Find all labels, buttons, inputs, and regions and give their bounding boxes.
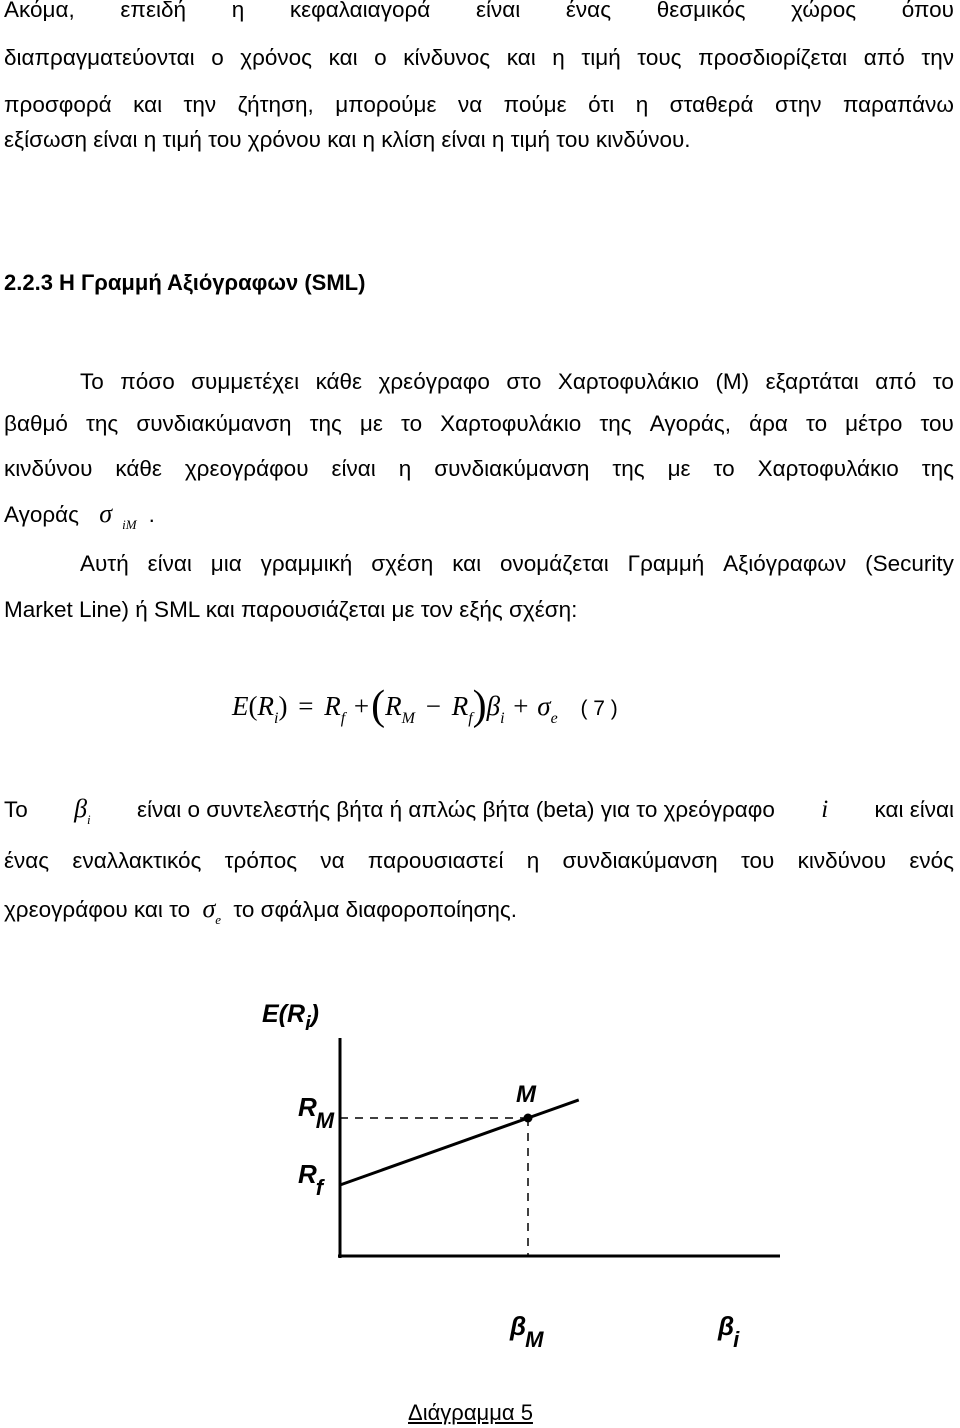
word: όπου [901, 0, 954, 22]
para1-line3 [4, 91, 954, 119]
word: της [612, 456, 645, 481]
word: ενός [909, 848, 954, 873]
word: Ακόμα, [4, 0, 75, 22]
word: με [359, 411, 383, 436]
y-tick-M: RM [298, 1092, 335, 1133]
word: χώρος [791, 0, 857, 22]
word: κάθε [315, 369, 363, 394]
word: μέτρο [845, 411, 903, 436]
word: γραμμική [260, 551, 353, 576]
eq-equals: = [298, 691, 314, 721]
word: (Security [865, 551, 954, 576]
word: Αυτή [80, 551, 129, 576]
beta-symbol: β [74, 794, 88, 823]
sigma-symbol: σ [99, 499, 113, 528]
word: συνδιακύμανση [136, 411, 292, 436]
eq-plus: + [353, 691, 370, 721]
word: χρεογράφου [184, 456, 309, 481]
eq-plus: + [513, 691, 529, 721]
word: ένας [565, 0, 612, 22]
word: Γραμμή [627, 551, 705, 576]
word: τους [637, 45, 682, 70]
eq-sub-M: M [401, 710, 415, 727]
equation-number: ( 7 ) [580, 697, 618, 720]
word: τιμή [581, 45, 621, 70]
word: η [635, 92, 649, 117]
word: (Μ) [715, 369, 750, 394]
para4-line3 [4, 895, 954, 927]
word: παρουσιαστεί [367, 848, 504, 873]
para4-line2 [4, 847, 954, 875]
point-label-M: M [516, 1081, 536, 1108]
word: Χαρτοφυλάκιο [440, 411, 582, 436]
word: με [667, 456, 691, 481]
word: και [133, 92, 163, 117]
word: είναι [475, 0, 521, 22]
y-tick-f: Rf [298, 1159, 324, 1200]
word: χρεόγραφο [378, 369, 490, 394]
para2-line2 [4, 410, 954, 438]
word: την [183, 92, 217, 117]
market-point [524, 1114, 533, 1123]
word: η [552, 45, 565, 70]
word: χρόνος [240, 45, 313, 70]
word: κινδύνου [4, 456, 93, 481]
word: Αγοράς, [649, 411, 732, 436]
sml-line [340, 1100, 579, 1185]
word: κεφαλαιαγορά [289, 0, 431, 22]
word: η [526, 848, 540, 873]
word: από [863, 45, 905, 70]
para2-line3 [4, 455, 954, 483]
word: από [875, 369, 917, 394]
para3-line1 [80, 550, 954, 578]
caption-text: Διάγραμμα 5 [408, 1400, 533, 1425]
para4-end: και είναι [874, 797, 954, 822]
section-heading: 2.2.3 Η Γραμμή Αξιόγραφων (SML) [4, 270, 366, 295]
word: εναλλακτικός [72, 848, 202, 873]
eq-beta: β [486, 691, 501, 721]
x-tick-betaM: βM [510, 1311, 544, 1352]
sigma-e-symbol: σ [202, 894, 216, 923]
word: παραπάνω [842, 92, 954, 117]
x-axis-label: βi [718, 1311, 740, 1352]
word: το [932, 369, 954, 394]
word: στην [774, 92, 822, 117]
word: διαπραγματεύονται [4, 45, 195, 70]
word: και [506, 45, 536, 70]
word: σχέση [371, 551, 434, 576]
para1-line4: εξίσωση είναι η τιμή του χρόνου και η κλίση είναι η τιμή του κινδύνου. [4, 127, 691, 152]
word: τρόπος [224, 848, 298, 873]
word: της [921, 456, 954, 481]
para4-line3-b: το σφάλμα διαφοροποίησης. [233, 897, 517, 922]
word: την [921, 45, 954, 70]
para1-line2 [4, 44, 954, 72]
word: προσδιορίζεται [698, 45, 848, 70]
eq-sub-i: i [500, 710, 505, 727]
word: σταθερά [669, 92, 754, 117]
word: και [452, 551, 482, 576]
security-i: i [821, 796, 829, 823]
word: ο [211, 45, 224, 70]
word: προσφορά [4, 92, 112, 117]
word: ο [374, 45, 387, 70]
word: το [806, 411, 828, 436]
word: η [231, 0, 245, 22]
word: η [398, 456, 412, 481]
eq-sub-f: f [340, 710, 346, 727]
word: και [328, 45, 358, 70]
sml-equation: $E(R_i) = R_f +(R_M - R_f)\beta_i + \sigma_e$ ( 7 ) [232, 683, 618, 729]
word: να [320, 848, 345, 873]
eq-E: E [232, 691, 249, 721]
eq-minus: − [425, 691, 441, 721]
word: ένας [4, 848, 50, 873]
word: της [599, 411, 632, 436]
word: Χαρτοφυλάκιο [757, 456, 899, 481]
word: το [713, 456, 735, 481]
para2-line4 [4, 500, 954, 532]
para2-line4-text: Αγοράς [4, 502, 80, 527]
word: πούμε [503, 92, 567, 117]
word: της [86, 411, 119, 436]
word: βαθμό [4, 411, 68, 436]
para4-to: Το [4, 797, 28, 822]
word: ότι [588, 92, 615, 117]
word: το [401, 411, 423, 436]
para4-mid: είναι ο συντελεστής βήτα ή απλώς βήτα (beta) για το χρεόγραφο [136, 797, 775, 822]
word: άρα [749, 411, 788, 436]
eq-sub-i: i [274, 710, 279, 727]
word: μια [210, 551, 242, 576]
word: να [457, 92, 483, 117]
word: του [740, 848, 775, 873]
word: εξαρτάται [765, 369, 859, 394]
para4-line3-a: χρεογράφου και το [4, 897, 191, 922]
word: κάθε [115, 456, 162, 481]
word: είναι [331, 456, 376, 481]
para4-line1 [4, 795, 954, 827]
word: συνδιακύμανση [562, 848, 718, 873]
word: θεσμικός [656, 0, 746, 22]
para3-line2: Market Line) ή SML και παρουσιάζεται με τον εξής σχέση: [4, 597, 578, 622]
word: επειδή [120, 0, 187, 22]
word: Το [80, 369, 104, 394]
word: είναι [147, 551, 192, 576]
word: στο [506, 369, 542, 394]
word: του [920, 411, 954, 436]
word: Αξιόγραφων [723, 551, 847, 576]
sigma-e-subscript: e [215, 912, 222, 927]
eq-sub-e: e [550, 710, 558, 727]
eq-R: R [451, 691, 469, 721]
y-axis-label: $E(R_i)$ [262, 1000, 319, 1035]
eq-R: R [324, 691, 341, 721]
eq-sub-f: f [468, 710, 473, 727]
word: μπορούμε [335, 92, 437, 117]
beta-subscript: i [87, 812, 91, 827]
sml-chart [0, 960, 960, 1400]
word: κινδύνου [797, 848, 887, 873]
word: Χαρτοφυλάκιο [557, 369, 699, 394]
word: κίνδυνος [403, 45, 491, 70]
eq-R: R [257, 691, 274, 721]
word: συμμετέχει [191, 369, 300, 394]
figure-caption [408, 1400, 533, 1426]
para2-line1 [80, 368, 954, 396]
word: πόσο [120, 369, 175, 394]
word: της [309, 411, 342, 436]
para2-period: . [148, 502, 155, 527]
word: συνδιακύμανση [434, 456, 590, 481]
para1-line1 [4, 0, 954, 24]
word: ονομάζεται [500, 551, 609, 576]
sigma-subscript-im: iM [122, 517, 137, 532]
eq-sigma: σ [537, 691, 551, 721]
eq-R: R [385, 691, 402, 721]
word: ζήτηση, [237, 92, 314, 117]
